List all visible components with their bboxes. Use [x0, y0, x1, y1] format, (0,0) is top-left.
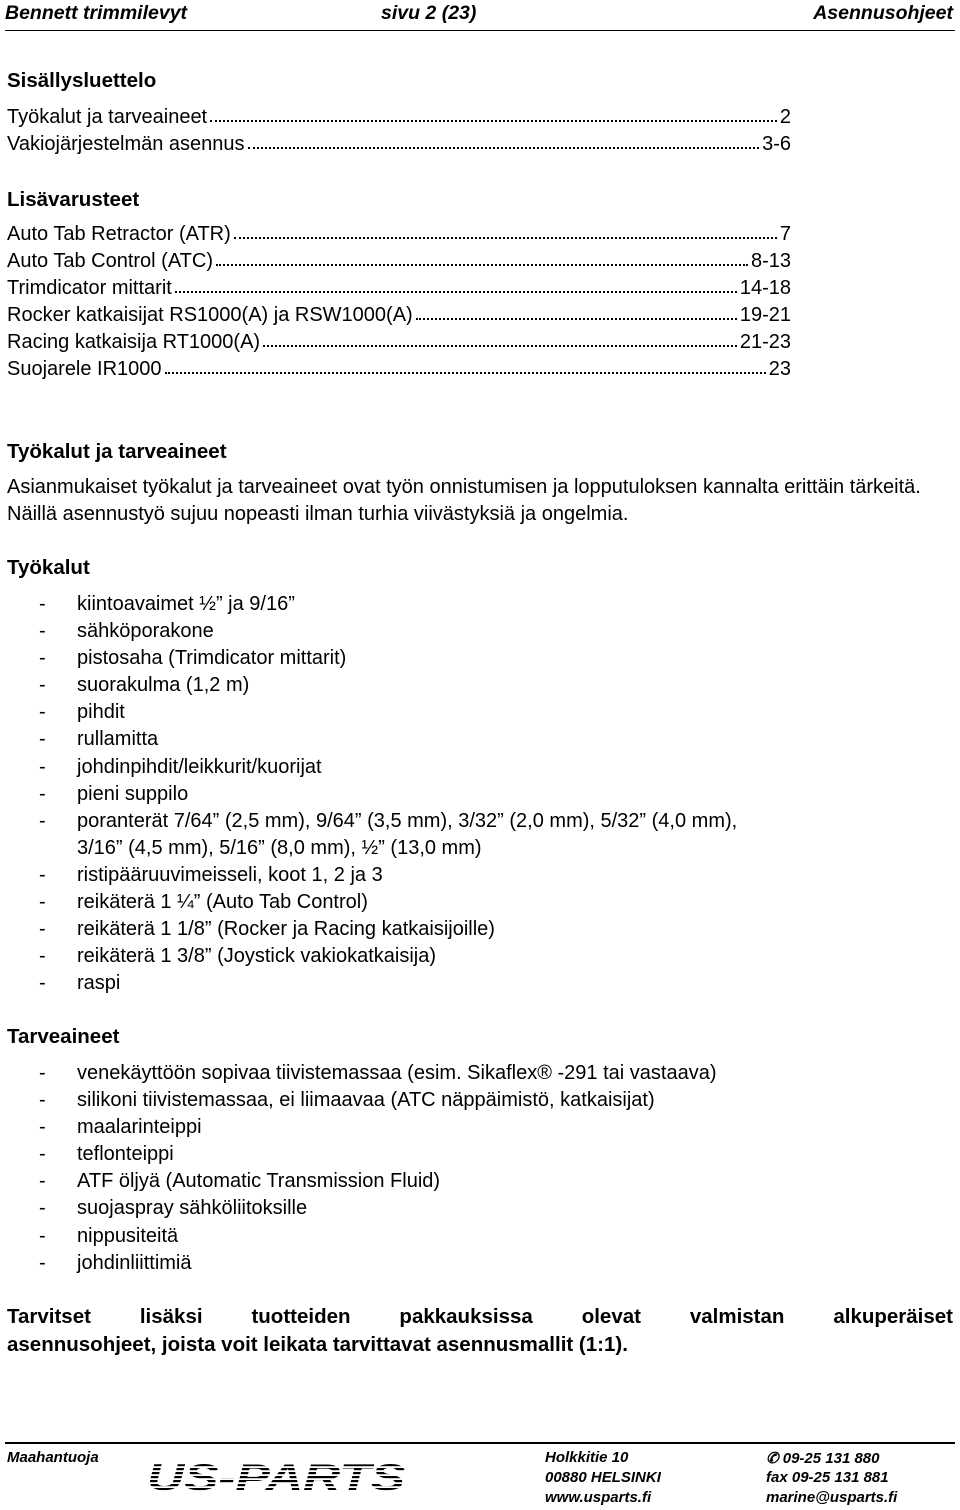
footer-city: 00880 HELSINKI	[545, 1469, 661, 1486]
toc-leader	[175, 291, 737, 293]
toc-entry-label: Trimdicator mittarit	[7, 277, 172, 299]
toc-entry	[7, 133, 791, 157]
list-item-text: johdinpihdit/leikkurit/kuorijat	[77, 755, 322, 778]
list-item: - ATF öljyä (Automatic Transmission Fluid)	[39, 1170, 441, 1193]
logo-text: US-PARTS	[147, 1460, 406, 1494]
list-item-text: maalarinteippi	[77, 1116, 202, 1139]
accessories-title: Lisävarusteet	[7, 188, 140, 211]
toc-leader	[263, 345, 737, 347]
list-item: - nippusiteitä	[39, 1224, 179, 1247]
list-item: - kiintoavaimet ½” ja 9/16”	[39, 593, 295, 615]
list-item-text: suojaspray sähköliitoksille	[77, 1197, 308, 1220]
list-item-text: raspi	[77, 972, 121, 995]
header-divider	[5, 30, 955, 31]
toc-entry-page: 8-13	[750, 250, 791, 272]
header-section: Asennusohjeet	[813, 2, 953, 24]
toc-entry-page: 2	[779, 106, 791, 128]
toc-entry-page: 3-6	[762, 133, 791, 155]
page-header	[5, 0, 953, 24]
toc-entry-label: Auto Tab Retractor (ATR)	[7, 223, 231, 245]
intro-title: Työkalut ja tarveaineet	[7, 440, 227, 463]
toc-entry-page: 19-21	[739, 304, 791, 326]
list-item-text: ATF öljyä (Automatic Transmission Fluid)	[77, 1170, 441, 1193]
toc-entry	[7, 331, 791, 355]
list-item-continuation	[7, 835, 737, 862]
footer-website-link[interactable]: www.usparts.fi	[545, 1489, 652, 1506]
toc-entry	[7, 277, 791, 301]
toc-entry-label: Vakiojärjestelmän asennus	[7, 133, 245, 155]
list-item-text: silikoni tiivistemassaa, ei liimaavaa (ATC näppäimistö, katkaisijat)	[77, 1089, 655, 1112]
list-item: - reikäterä 1 1/8” (Rocker ja Racing katkaisijoille)	[39, 918, 495, 941]
toc-leader	[165, 372, 766, 374]
list-item-text: pistosaha (Trimdicator mittarit)	[77, 647, 347, 670]
notice-line-2: asennusohjeet, joista voit leikata tarvittavat asennusmallit (1:1).	[7, 1333, 628, 1356]
toc-entry	[7, 304, 791, 328]
toc-leader	[416, 318, 737, 320]
list-item: - reikäterä 1 ¼” (Auto Tab Control)	[39, 891, 368, 914]
list-item: - suorakulma (1,2 m)	[39, 674, 250, 697]
footer-importer-label: Maahantuoja	[7, 1449, 99, 1466]
toc-leader	[234, 237, 777, 239]
list-item-text: reikäterä 1 3/8” (Joystick vakiokatkaisija)	[77, 945, 437, 968]
supplies-title: Tarveaineet	[7, 1025, 120, 1048]
list-item-text: teflonteippi	[77, 1143, 174, 1166]
list-item: - raspi	[39, 972, 121, 995]
list-item-text: johdinliittimiä	[77, 1251, 192, 1274]
toc-entry	[7, 223, 791, 247]
list-item-text: pieni suppilo	[77, 782, 189, 805]
toc-entry-page: 21-23	[739, 331, 791, 353]
intro-paragraph: Asianmukaiset työkalut ja tarveaineet ovat työn onnistumisen ja lopputuloksen kannalta erittäin tärkeitä. Näillä asennustyö sujuu nopeasti ilman turhia viivästyksiä ja ongelmia.	[7, 476, 921, 525]
list-item: - reikäterä 1 3/8” (Joystick vakiokatkaisija)	[39, 945, 437, 968]
list-item-text: rullamitta	[77, 728, 159, 751]
list-item: - pieni suppilo	[39, 782, 189, 805]
list-item: - venekäyttöön sopivaa tiivistemassaa (esim. Sikaflex® -291 tai vastaava)	[39, 1062, 717, 1084]
footer-divider	[5, 1442, 955, 1444]
toc-entry	[7, 106, 791, 130]
toc-leader	[210, 120, 777, 122]
footer-phone: ✆ 09-25 131 880	[766, 1450, 880, 1467]
list-item: - johdinpihdit/leikkurit/kuorijat	[39, 755, 322, 778]
toc-entry-label: Työkalut ja tarveaineet	[7, 106, 208, 128]
list-item-text: sähköporakone	[77, 620, 214, 643]
list-item-text: reikäterä 1 ¼” (Auto Tab Control)	[77, 891, 368, 914]
footer-fax: fax 09-25 131 881	[766, 1469, 889, 1486]
toc-entry-page: 7	[779, 223, 791, 245]
list-item: - suojaspray sähköliitoksille	[39, 1197, 308, 1220]
list-item-text: nippusiteitä	[77, 1224, 179, 1247]
list-item-text: 3/16” (4,5 mm), 5/16” (8,0 mm), ½” (13,0 mm)	[77, 836, 482, 859]
toc-entry-label: Suojarele IR1000	[7, 358, 162, 380]
tools-list	[7, 591, 737, 997]
list-item: - poranterät 7/64” (2,5 mm), 9/64” (3,5 mm), 3/32” (2,0 mm), 5/32” (4,0 mm),	[39, 809, 738, 832]
list-item: - pistosaha (Trimdicator mittarit)	[39, 647, 347, 670]
list-item: - silikoni tiivistemassaa, ei liimaavaa (ATC näppäimistö, katkaisijat)	[39, 1089, 655, 1112]
footer-email-link[interactable]: marine@usparts.fi	[766, 1489, 898, 1506]
toc-entry-page: 23	[768, 358, 791, 380]
toc-entry	[7, 358, 791, 382]
list-item: - pihdit	[39, 701, 125, 724]
supplies-list	[7, 1060, 716, 1277]
list-item: - teflonteippi	[39, 1143, 174, 1166]
toc-entry-label: Auto Tab Control (ATC)	[7, 250, 214, 272]
notice-line-1: Tarvitset lisäksi tuotteiden pakkauksissa olevat valmistan alkuperäiset	[7, 1305, 953, 1328]
toc-entry-page: 14-18	[739, 277, 791, 299]
toc-leader	[248, 147, 760, 149]
list-item-text: poranterät 7/64” (2,5 mm), 9/64” (3,5 mm), 3/32” (2,0 mm), 5/32” (4,0 mm),	[77, 809, 738, 832]
list-item-text: reikäterä 1 1/8” (Rocker ja Racing katkaisijoille)	[77, 918, 495, 941]
list-item-text: ristipääruuvimeisseli, koot 1, 2 ja 3	[77, 863, 383, 886]
notice-paragraph	[7, 1303, 953, 1359]
list-item-text: suorakulma (1,2 m)	[77, 674, 250, 697]
list-item-text: pihdit	[77, 701, 125, 724]
list-item-text: venekäyttöön sopivaa tiivistemassaa (esim. Sikaflex® -291 tai vastaava)	[77, 1062, 717, 1084]
footer-street: Holkkitie 10	[545, 1449, 629, 1466]
toc-entry-label: Rocker katkaisijat RS1000(A) ja RSW1000(A)	[7, 304, 413, 326]
toc-entry	[7, 250, 791, 274]
list-item: - ristipääruuvimeisseli, koot 1, 2 ja 3	[39, 863, 383, 886]
header-page-number: sivu 2 (23)	[381, 2, 477, 24]
toc-leader	[216, 264, 748, 266]
header-doc-title: Bennett trimmilevyt	[5, 2, 188, 24]
toc-title: Sisällysluettelo	[7, 69, 157, 92]
toc-entry-label: Racing katkaisija RT1000(A)	[7, 331, 261, 353]
list-item: - rullamitta	[39, 728, 159, 751]
list-item: - johdinliittimiä	[39, 1251, 192, 1274]
tools-title: Työkalut	[7, 556, 90, 579]
list-item-text: kiintoavaimet ½” ja 9/16”	[77, 593, 295, 615]
list-item: - maalarinteippi	[39, 1116, 202, 1139]
list-item: - sähköporakone	[39, 620, 214, 643]
us-parts-logo	[145, 1460, 407, 1494]
